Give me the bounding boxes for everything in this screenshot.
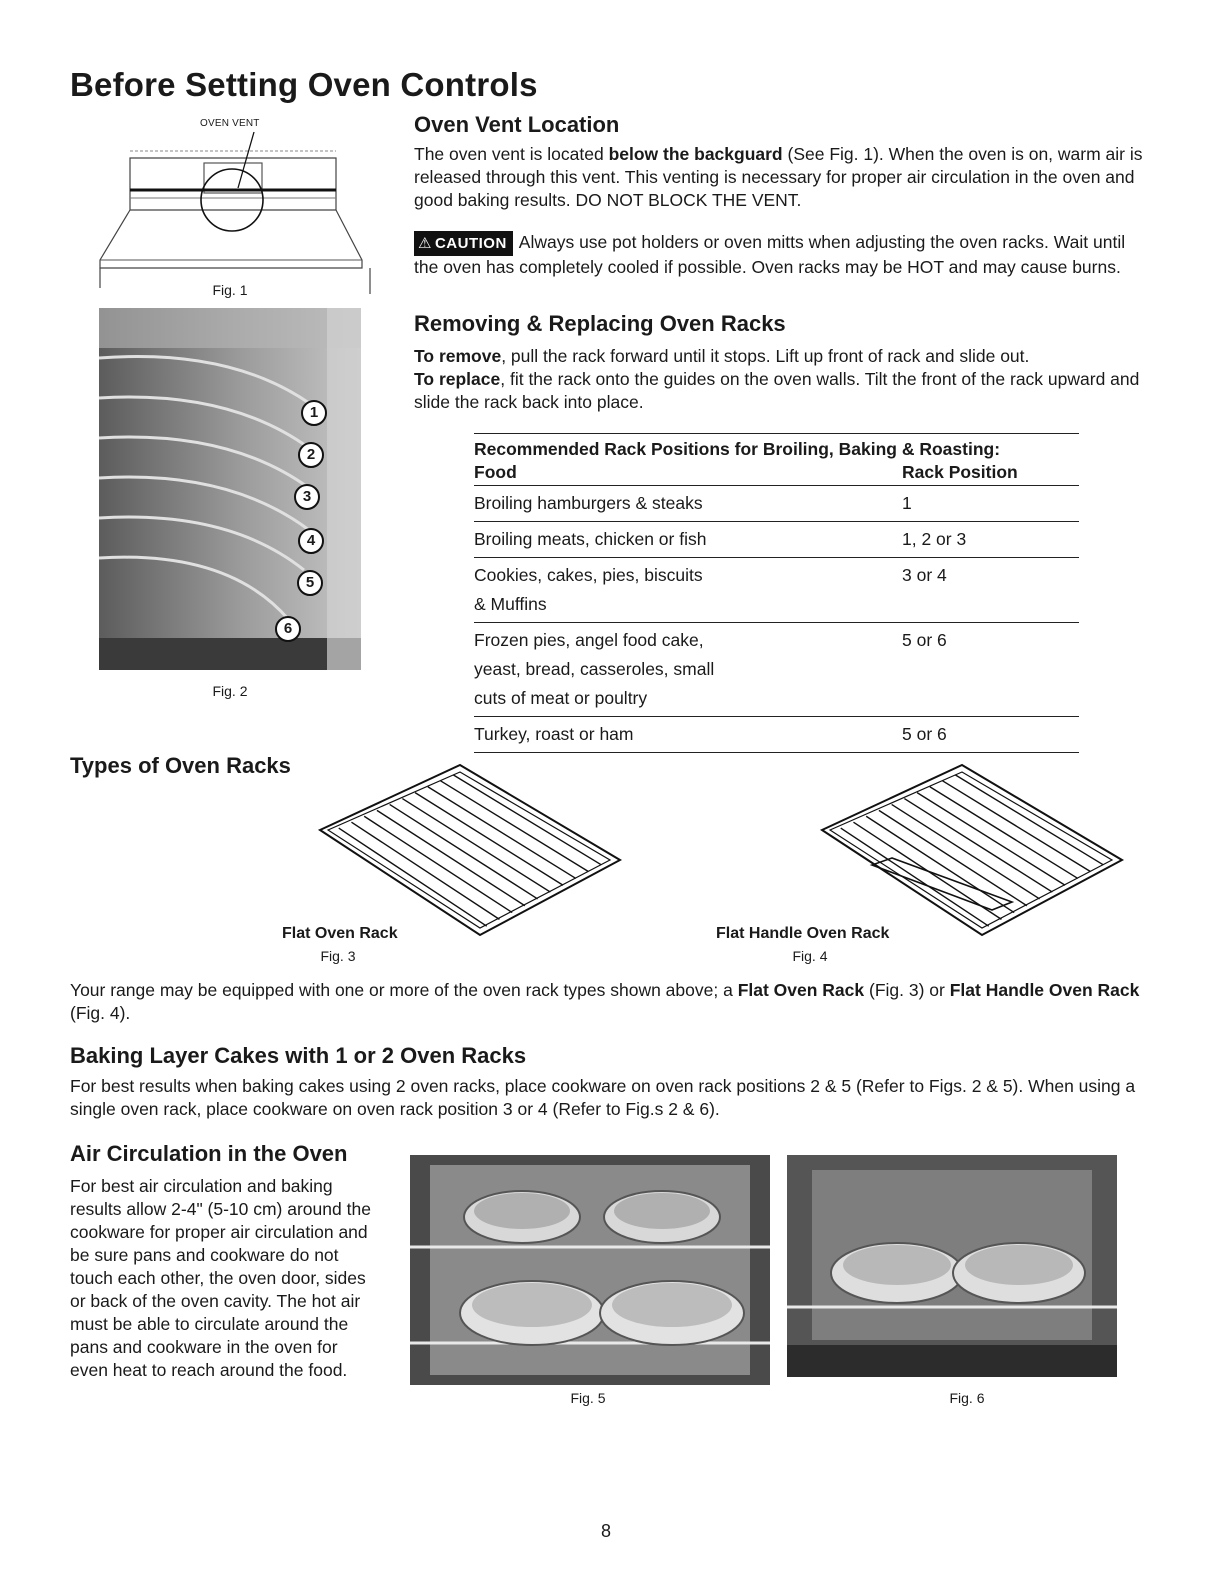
- vent-text-bold: below the backguard: [608, 144, 783, 164]
- caution-paragraph: [414, 231, 1149, 279]
- fig6-single-rack-cakes-photo: [787, 1155, 1117, 1377]
- caution-text: Always use pot holders or oven mitts when adjusting the oven racks. Wait until the oven has completely cooled if possible. Oven racks may be HOT and may cause burns.: [414, 232, 1126, 277]
- air-heading: Air Circulation in the Oven: [70, 1141, 348, 1166]
- fig3-caption: Fig. 3: [320, 948, 356, 964]
- rack-table-food: Turkey, roast or ham: [474, 717, 902, 753]
- layer-paragraph: For best results when baking cakes using 2 oven racks, place cookware on oven rack positions 2 & 5 (Refer to Figs. 2 & 5). When using a single oven rack, place cookware on oven rack position 3 or 4 (Refer to Fig.s 2 & 6).: [70, 1076, 1136, 1119]
- rack-position-4-badge: 4: [298, 528, 324, 554]
- rack-table-row: [474, 717, 1079, 753]
- flat-handle-oven-rack-illustration: [812, 760, 1132, 945]
- remove-label: To remove: [414, 346, 502, 366]
- types-text-bold-1: Flat Oven Rack: [737, 980, 865, 1000]
- removing-paragraph: [414, 345, 1149, 414]
- types-text-bold-2: Flat Handle Oven Rack: [949, 980, 1140, 1000]
- removing-heading: Removing & Replacing Oven Racks: [414, 311, 786, 336]
- fig5-two-rack-cakes-photo: [410, 1155, 770, 1385]
- rack-table-food: Cookies, cakes, pies, biscuits & Muffins: [474, 558, 902, 623]
- rack-table-row: [474, 558, 1079, 623]
- rack-position-1-badge: 1: [301, 400, 327, 426]
- rack-table-position: 5 or 6: [902, 717, 1079, 753]
- page-number: 8: [600, 1521, 611, 1541]
- rack-table-food: Frozen pies, angel food cake, yeast, bread, casseroles, small cuts of meat or poultry: [474, 623, 902, 717]
- replace-label: To replace: [414, 369, 501, 389]
- fig2-oven-interior-photo: [99, 308, 361, 670]
- rack-table-position: 5 or 6: [902, 623, 1079, 717]
- rack-position-5-badge: 5: [297, 570, 323, 596]
- rack-table-position: 1, 2 or 3: [902, 522, 1079, 558]
- fig6-caption: Fig. 6: [949, 1390, 985, 1406]
- rack-table-food: Broiling hamburgers & steaks: [474, 486, 902, 522]
- flat-oven-rack-illustration: [310, 760, 630, 945]
- rack-table: [474, 462, 1079, 753]
- replace-text: , fit the rack onto the guides on the oven walls. Tilt the front of the rack upward and slide the rack back into place.: [414, 369, 1140, 412]
- fig1-vent-label: OVEN VENT: [200, 118, 260, 129]
- rack-position-table: [474, 433, 1079, 753]
- fig1-caption: Fig. 1: [212, 282, 248, 298]
- types-text-3: (Fig. 4).: [70, 1003, 131, 1023]
- layer-heading: Baking Layer Cakes with 1 or 2 Oven Racks: [70, 1043, 527, 1068]
- fig4-caption: Fig. 4: [792, 948, 828, 964]
- rack-table-position: 3 or 4: [902, 558, 1079, 623]
- types-text-1: Your range may be equipped with one or more of the oven rack types shown above; a: [70, 980, 738, 1000]
- vent-text-2: (See Fig. 1). When the oven is on, warm air is released through this vent. This venting is necessary for proper air circulation in the oven and good baking results. DO NOT BLOCK THE VENT.: [414, 144, 1143, 210]
- types-paragraph: [70, 979, 1150, 1025]
- types-text-2: (Fig. 3) or: [864, 980, 950, 1000]
- rack-table-row: [474, 522, 1079, 558]
- rack-position-3-badge: 3: [294, 484, 320, 510]
- page-title: Before Setting Oven Controls: [70, 66, 538, 103]
- fig1-oven-vent-illustration: [86, 118, 376, 300]
- rack-table-food: Broiling meats, chicken or fish: [474, 522, 902, 558]
- fig2-caption: Fig. 2: [212, 683, 248, 699]
- warning-triangle-icon: ⚠: [418, 235, 432, 252]
- rack-table-position: 1: [902, 486, 1079, 522]
- rack-table-title: Recommended Rack Positions for Broiling, Baking & Roasting:: [474, 439, 1001, 459]
- fig4-label: Flat Handle Oven Rack: [716, 925, 890, 942]
- fig5-caption: Fig. 5: [570, 1390, 606, 1406]
- caution-badge: [414, 231, 513, 256]
- air-paragraph: For best air circulation and baking results allow 2-4" (5-10 cm) around the cookware for proper air circulation and be sure pans and cookware do not touch each other, the oven door, sides or back of the oven cavity. The hot air must be able to circulate around the pans and cookware in the oven for even heat to reach around the food.: [70, 1176, 371, 1380]
- vent-text-1: The oven vent is located: [414, 144, 609, 164]
- vent-paragraph: [414, 143, 1149, 212]
- rack-table-row: [474, 623, 1079, 717]
- fig3-label: Flat Oven Rack: [282, 925, 398, 942]
- rack-table-col-food: Food: [474, 462, 902, 486]
- rack-position-6-badge: 6: [275, 616, 301, 642]
- remove-text: , pull the rack forward until it stops. Lift up front of rack and slide out.: [501, 346, 1030, 366]
- rack-position-2-badge: 2: [298, 442, 324, 468]
- types-heading: Types of Oven Racks: [70, 753, 291, 778]
- caution-badge-label: CAUTION: [434, 235, 507, 252]
- rack-table-col-position: Rack Position: [902, 462, 1079, 486]
- vent-heading: Oven Vent Location: [414, 112, 620, 137]
- rack-table-row: [474, 486, 1079, 522]
